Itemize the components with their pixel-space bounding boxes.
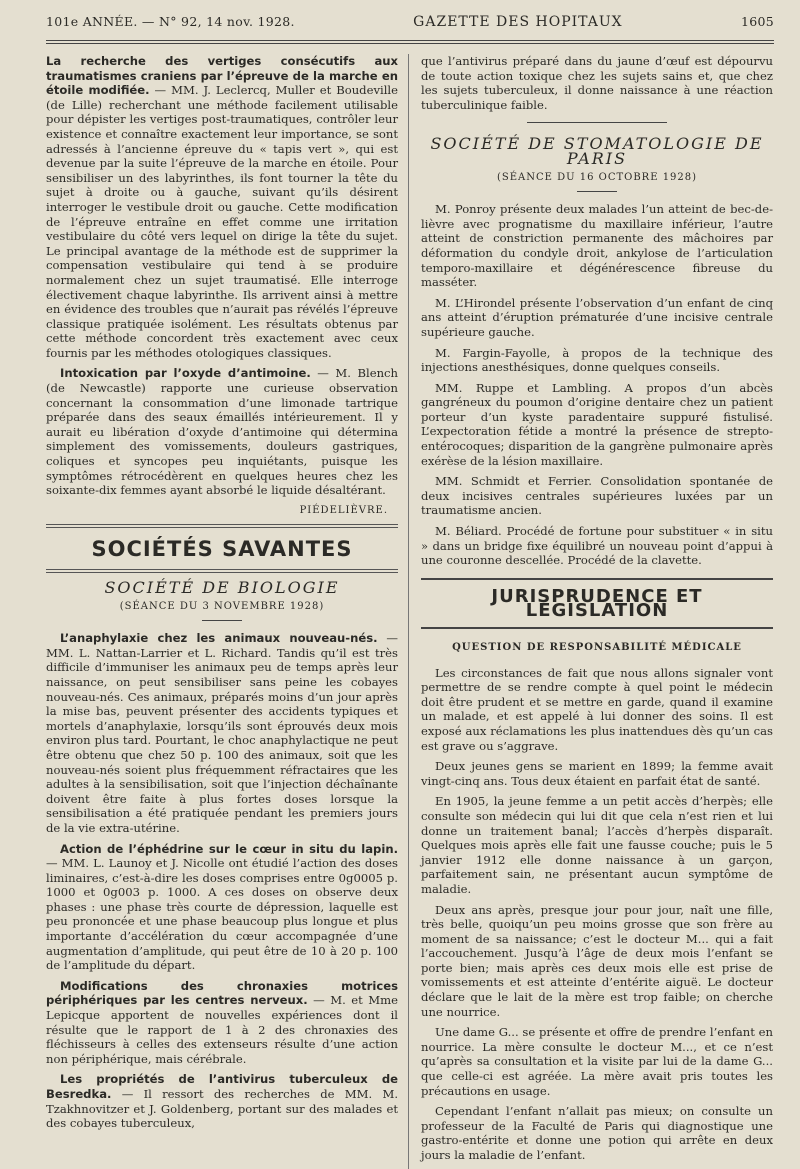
divider [527, 122, 667, 123]
article-title: Les propriétés de l’antivirus tuberculeux de Besredka. [46, 1072, 398, 1101]
section-title-box [421, 578, 773, 629]
paragraph: Cependant l’enfant n’allait pas mieux; on consulte un professeur de la Faculté de Paris qui diagnostique une gastro-entérite et donne une potion qui arrête en deux jours la maladie de l’enfant. [421, 1104, 773, 1162]
article-antimoine [46, 366, 398, 497]
article-authors: — MM. L. Launoy et J. Nicolle [46, 856, 225, 871]
society-title: SOCIÉTÉ DE STOMATOLOGIE DE PARIS [430, 134, 764, 168]
article-antivirus [46, 1072, 398, 1130]
article-anaphylaxie [46, 631, 398, 835]
article-authors: — MM. L. Nattan-Larrier et L. Richard. [46, 631, 399, 660]
right-column [409, 54, 773, 1169]
journal-title: GAZETTE DES HOPITAUX [413, 14, 623, 30]
society-title: SOCIÉTÉ DE BIOLOGIE [104, 578, 340, 597]
communication-ponroy: M. Ponroy présente deux malades l’un atteint de bec-de-lièvre avec prognatisme du maxillaire inférieur, l’autre atteint de constriction permanente des mâchoires par déformation du condyle droit, ankylose de l’articulation temporo-maxillaire et dégénérescence fibreuse du masséter. [421, 202, 773, 290]
article-authors: — M. et Mme Lepicque [46, 993, 399, 1023]
article-body: Tandis qu’il est très difficile d’immuniser les animaux peu de temps après leur naissance, on peut sensibiliser sans peine les cobayes nouveau-nés. Ces animaux, préparés moins d’un jour après la mise bas, peuvent présenter des accidents typiques et mortels d’anaphylaxie, lorsqu’ils sont éprouvés deux mois environ plus tard. Pourtant, le choc anaphylactique ne peut être obtenu que chez 50 p. 100 des animaux, soit que les nouveau-nés soient plus fréquemment réfractaires que les adultes à la sensibilisation, soit que l’injection déchaînante doivent être faite à plus fortes doses lorsque la sensibilisation a été pratiquée pendant les premiers jours de la vie extra-utérine. [46, 645, 398, 835]
article-body: (de Lille) recherchant une méthode facilement utilisable pour dépister les vertiges post-traumatiques, contrôler leur existence et connaître exactement leur importance, se sont adressés à l’ancienne épreuve du « tapis vert », qui est devenue par la suite l’épreuve de la marche en étoile. Pour sensibiliser un des labyrinthes, ils font tourner la tête du sujet à droite ou à gauche, suivant qu’ils désirent interroger le vestibule droit ou gauche. Cette modification de l’épreuve entraîne en effet comme une irritation vestibulaire du côté vers lequel on dirige la tête du sujet. Le principal avantage de la méthode est de supprimer la compensation vestibulaire qui tend à se produire normalement chez un sujet traumatisé. Elle interroge électivement chaque labyrinthe. Ils arrivent ainsi à mettre en évidence des troubles que n’aurait pas révélés l’épreuve classique pratiquée isolément. Les résultats obtenus par cette méthode concordent très exactement avec ceux fournis par les méthodes otologiques classiques. [46, 97, 398, 360]
article-ephedrine [46, 842, 398, 973]
columns [46, 54, 774, 1169]
article-vertiges [46, 54, 398, 360]
subsection-title: QUESTION DE RESPONSABILITÉ MÉDICALE [452, 642, 742, 653]
article-title: Intoxication par l’oxyde d’antimoine. [60, 366, 311, 381]
article-body: ont étudié l’action des doses liminaires, c’est-à-dire les doses comprises entre 0g0005 p. 1000 et 0g003 p. 1000. A ces doses on observe deux phases : une phase très courte de dépression, laquelle est peu prononcée et une phase beaucoup plus longue et plus importante d’accélération du cœur accompagnée d’une augmentation d’amplitude, qui peut être de 10 à 20 p. 100 de l’amplitude du départ. [46, 856, 398, 973]
paragraph: Une dame G... se présente et offre de prendre l’enfant en nourrice. La mère consulte le docteur M..., et ce n’est qu’après sa consultation et la visite par lui de la dame G... que celle-ci est agréée. La mère avait pris toutes les précautions en usage. [421, 1025, 773, 1098]
article-title: Action de l’éphédrine sur le cœur in situ du lapin. [60, 841, 398, 856]
article-title: Modifications des chronaxies motrices périphériques par les centres nerveux. [46, 978, 398, 1008]
session-date: (SÉANCE DU 16 OCTOBRE 1928) [496, 171, 698, 183]
issue-info: 101e ANNÉE. — N° 92, 14 nov. 1928. [46, 14, 295, 29]
article-antivirus-continued: que l’antivirus préparé dans du jaune d’œuf est dépourvu de toute action toxique chez les sujets sains et, que chez les sujets tuberculeux, il donne naissance à une réaction tuberculinique faible. [421, 54, 773, 112]
communication-ruppe: MM. Ruppe et Lambling. A propos d’un abcès gangréneux du poumon d’origine dentaire chez un patient porteur d’un kyste paradentaire suppuré fistulisé. L’expectoration fétide a montré la présence de strepto-entérocoques; disparition de la gangrène pulmonaire après exérèse de la lésion maxillaire. [421, 380, 773, 468]
header-rule [46, 40, 774, 41]
paragraph: Deux jeunes gens se marient en 1899; la femme avait vingt-cinq ans. Tous deux étaient en parfait état de santé. [421, 759, 773, 788]
header-rule-2 [46, 43, 774, 44]
divider [202, 620, 242, 621]
running-header [46, 14, 774, 36]
session-date: (SÉANCE DU 3 NOVEMBRE 1928) [119, 600, 325, 612]
communication-beliard: M. Béliard. Procédé de fortune pour substituer « in situ » dans un bridge fixe équilibré un nouveau point d’appui à une couronne descellée. Procédé de la clavette. [421, 524, 773, 568]
article-authors: — Il ressort des recherches de MM. M. Tzakhnovitzer et J. Goldenberg, [46, 1087, 399, 1116]
communication-schmidt: MM. Schmidt et Ferrier. Consolidation spontanée de deux incisives centrales supérieures luxées par un traumatisme ancien. [421, 474, 773, 518]
article-body: apportent de nouvelles expériences dont il résulte que le rapport de 1 à 2 des chronaxies des fléchisseurs à celles des extenseurs résulte d’une action non périphérique, mais cérébrale. [46, 1008, 398, 1066]
article-title: L’anaphylaxie chez les animaux nouveau-nés. [60, 631, 378, 646]
article-chronaxies [46, 979, 398, 1067]
section-title: JURISPRUDENCE ET LÉGISLATION [491, 585, 703, 622]
section-title: SOCIÉTÉS SAVANTES [91, 537, 353, 562]
signature: PIÉDELIÈVRE. [299, 504, 388, 516]
article-authors: — M. Blench [317, 366, 398, 381]
communication-hirondel: M. L’Hirondel présente l’observation d’un enfant de cinq ans atteint d’éruption prématurée d’une incisive centrale supérieure gauche. [421, 295, 773, 339]
divider [577, 191, 617, 192]
article-body: (de Newcastle) rapporte une curieuse observation concernant la consommation d’une limonade tartrique préparée dans des seaux émaillés intérieurement. Il y aurait eu libération d’oxyde d’antimoine qui détermina simplement des vomissements, douleurs gastriques, coliques et syncopes peu inquiétants, puisque les symptômes rétrocédèrent en quelques heures chez les soixante-dix femmes ayant absorbé le liquide désaltérant. [46, 381, 398, 498]
article-title: La recherche des vertiges consécutifs aux traumatismes craniens par l’épreuve de la marche en étoile modifiée. [46, 54, 398, 98]
article-authors: — MM. J. Leclercq, Muller et Boudeville [154, 83, 398, 98]
paragraph: Les circonstances de fait que nous allons signaler vont permettre de se rendre compte à quel point le médecin doit être prudent et se mettre en garde, quand il examine un malade, et est appelé à lui donner des soins. Il est exposé aux réclamations les plus inattendues dès qu’un cas est grave ou s’aggrave. [421, 665, 773, 753]
section-rule [46, 524, 398, 528]
page-number: 1605 [740, 14, 774, 29]
section-rule [46, 569, 398, 573]
paragraph: Deux ans après, presque jour pour jour, naît une fille, très belle, quoiqu’un peu moins grosse que son frère au moment de sa naissance; c’est le docteur M... qui a fait l’accouchement. Jusqu’à l’âge de deux mois l’enfant se porte bien; mais après ces deux mois elle est prise de vomissements et est atteinte d’entérite aiguë. Le docteur déclare que le lait de la mère est trop faible; on cherche une nourrice. [421, 902, 773, 1019]
communication-fargin-fayolle: M. Fargin-Fayolle, à propos de la technique des injections anesthésiques, donne quelques conseils. [421, 345, 773, 375]
article-body: portant sur des malades et des cobayes tuberculeux, [46, 1101, 399, 1131]
left-column [46, 54, 409, 1169]
paragraph: En 1905, la jeune femme a un petit accès d’herpès; elle consulte son médecin qui lui dit que cela n’est rien et lui donne un traitement banal; l’accès d’herpès disparaît. Quelques mois après elle fait une fausse couche; puis le 5 janvier 1912 elle donne naissance à un garçon, parfaitement sain, ne présentant aucun symptôme de maladie. [421, 794, 773, 896]
